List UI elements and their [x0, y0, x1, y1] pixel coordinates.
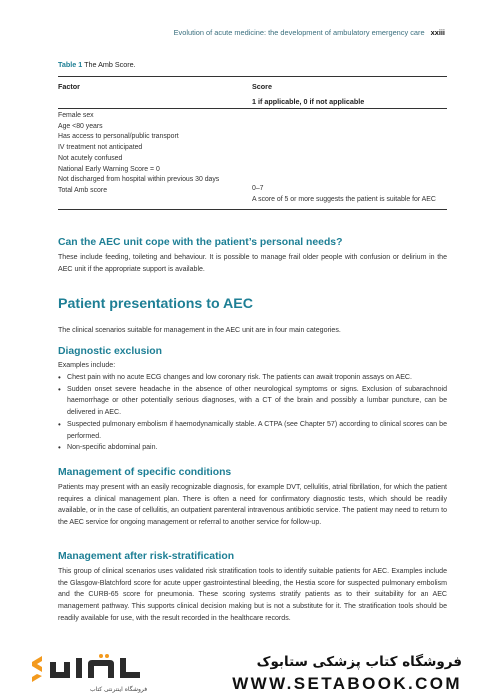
list-item-text: Chest pain with no acute ECG changes and low coronary risk. The patients can await troponin assays on AEC. [67, 374, 412, 381]
setabook-logo [28, 650, 148, 694]
bullet-dot-icon: • [58, 384, 61, 394]
table-bottom-rule [58, 209, 447, 210]
table-header-factor: Factor [58, 82, 80, 91]
table-row-factor: Total Amb score [58, 186, 108, 194]
list-item [58, 419, 447, 442]
bullet-dot-icon: • [58, 373, 61, 382]
list-item [58, 442, 447, 454]
table-caption-label: Table 1 [58, 60, 83, 69]
table-row-factor: National Early Warning Score = 0 [58, 165, 160, 173]
store-name: فروشگاه کتاب پزشکی ستابوک [256, 654, 462, 670]
table-row-factor: Not acutely confused [58, 154, 123, 162]
bullet-dot-icon: • [58, 443, 61, 453]
table-header-rule [58, 108, 447, 109]
page-number: xxiii [430, 28, 445, 37]
table-total-range: 0–7 [252, 185, 264, 192]
table-row-factor: IV treatment not anticipated [58, 144, 143, 152]
table-header-score-sub: 1 if applicable, 0 if not applicable [252, 97, 365, 106]
section-heading-risk: Management after risk-stratification [58, 551, 235, 562]
table-header-score: Score [252, 82, 272, 91]
list-item [58, 372, 447, 384]
list-item [58, 384, 447, 419]
list-item-text: Sudden onset severe headache in the absence of other neurological symptoms or signs. Exclusion of subarachnoid haemorrhage or other potentially serious diagnoses, with a CT of the brain and possibly a lumbar puncture, can be delivered in AEC. [67, 385, 447, 417]
logo-tagline: فروشگاه اینترنتی کتاب [90, 686, 148, 693]
table-factor-list [58, 111, 258, 197]
table-row-factor: Female sex [58, 112, 94, 119]
list-item-text: Non-specific abdominal pain. [67, 444, 158, 452]
section-heading-diagnostic: Diagnostic exclusion [58, 346, 162, 357]
table-top-rule [58, 76, 447, 77]
section-heading-specific: Management of specific conditions [58, 467, 232, 478]
table-score-note: A score of 5 or more suggests the patient is suitable for AEC [252, 196, 436, 203]
diagnostic-bullet-list [58, 372, 447, 454]
table-caption [58, 60, 136, 69]
store-url[interactable]: WWW.SETABOOK.COM [232, 674, 462, 693]
section-heading-presentations: Patient presentations to AEC [58, 296, 253, 312]
table-row-factor: Not discharged from hospital within previous 30 days [58, 176, 220, 184]
list-item-text: Suspected pulmonary embolism if haemodynamically stable. A CTPA (see Chapter 57) according to clinical scores can be performed. [67, 420, 447, 440]
section-text-presentations: The clinical scenarios suitable for management in the AEC unit are in four main categories. [58, 327, 341, 334]
section-heading-cope: Can the AEC unit cope with the patient’s personal needs? [58, 237, 343, 248]
table-row-factor: Age <80 years [58, 122, 103, 130]
table-row-factor: Has access to personal/public transport [58, 133, 179, 141]
table-caption-text: The Amb Score. [82, 60, 136, 69]
running-header [58, 28, 445, 42]
section-text-risk: This group of clinical scenarios uses validated risk stratification tools to identify suitable patients for AEC. Examples include the Glasgow-Blatchford score for acute upper gastrointestinal bleeding, the Hestia score for suspected pulmonary embolism and the CURB-65 score for pneumonia. These scoring systems stratify patients as to their suitability for an AEC management pathway. This supports clinical decision making but is not a substitute for it. The stratification tools should be readily available for use, with the result recorded in the healthcare records. [58, 568, 447, 622]
section-text-specific: Patients may present with an easily recognizable diagnosis, for example DVT, cellulitis, atrial fibrillation, for which the patient requires a clinical management plan. There is often a need for confirmatory diagnostic tests, which should be readily available, or in the case of cellulitis, an outpatient parenteral intravenous antibiotic service. The patient may need to return to the AEC service for ongoing management or referral to another service for follow-up. [58, 484, 447, 527]
running-title: Evolution of acute medicine: the development of ambulatory emergency care [173, 28, 425, 37]
watermark-footer [0, 644, 500, 700]
bullet-dot-icon: • [58, 419, 61, 429]
section-text-cope: These include feeding, toileting and behaviour. It is possible to manage frail older people with confusion or delirium in the AEC unit if the appropriate support is available. [58, 254, 447, 273]
section-intro-diagnostic: Examples include: [58, 362, 116, 369]
